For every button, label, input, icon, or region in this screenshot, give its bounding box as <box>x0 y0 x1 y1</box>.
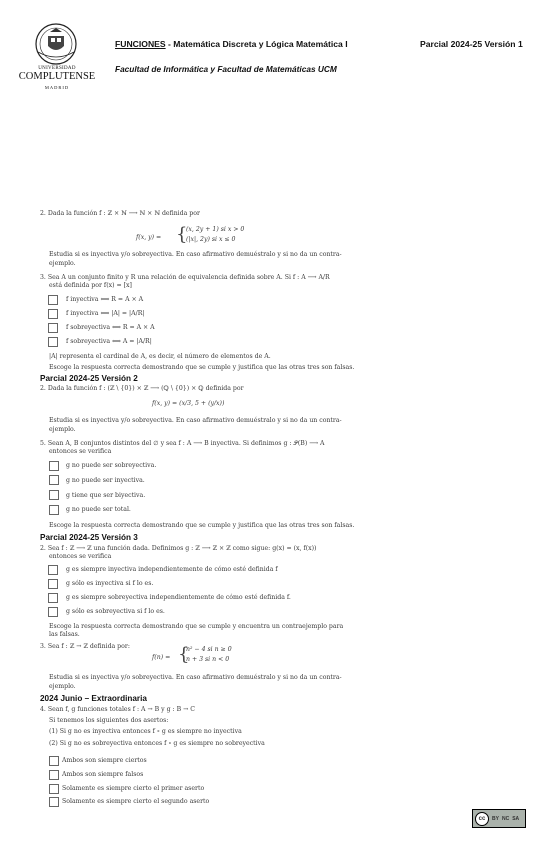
cc-icon: cc <box>475 812 489 826</box>
v3-choose-line2: las falsas. <box>49 631 80 638</box>
v3-option-3-checkbox[interactable] <box>48 593 58 603</box>
section-heading-junio: 2024 Junio – Extraordinaria <box>40 694 147 703</box>
v2-q2-study-line1: Estudia si es inyectiva y/o sobreyectiva. En caso afirmativo demuéstralo y si no da un contra- <box>49 417 342 424</box>
q2v1-lhs: f(x, y) = <box>136 234 162 241</box>
v2-option-2-label: g no puede ser inyectiva. <box>66 477 145 484</box>
title-rest: - Matemática Discreta y Lógica Matemática I <box>165 39 348 49</box>
junio-option-3-checkbox[interactable] <box>49 784 59 794</box>
license-by: BY <box>492 815 499 822</box>
junio-option-1-label: Ambos son siempre ciertos <box>62 757 147 764</box>
v3-q3-lhs: f(n) = <box>152 654 171 661</box>
q3v1-statement-line1: 3. Sea A un conjunto finito y R una relación de equivalencia definida sobre A. Si f : A ⟶ A/R <box>40 274 330 281</box>
q3v1-option-4-label: f sobreyectiva ⟺ A = |A/R| <box>66 338 152 345</box>
v3-option-3-label: g es siempre sobreyectiva independientemente de cómo esté definida f. <box>66 594 291 601</box>
q3v1-option-2-label: f inyectiva ⟺ |A| = |A/R| <box>66 310 145 317</box>
junio-option-3-label: Solamente es siempre cierto el primer aserto <box>62 785 205 792</box>
junio-assert-1: (1) Si g no es inyectiva entonces f ∘ g es siempre no inyectiva <box>49 728 242 735</box>
v3-q3-case1: n² − 4 si n ≥ 0 <box>186 646 232 653</box>
v3-q3-study-line1: Estudia si es inyectiva y/o sobreyectiva. En caso afirmativo demuéstralo y si no da un contra- <box>49 674 342 681</box>
logo-line-universidad: UNIVERSIDAD <box>38 66 76 71</box>
q2v1-brace: { <box>176 224 188 245</box>
junio-assert-2: (2) Si g no es sobreyectiva entonces f ∘ g es siempre no sobreyectiva <box>49 740 265 747</box>
junio-intro: Si tenemos los siguientes dos asertos: <box>49 717 169 724</box>
q3v1-option-4-checkbox[interactable] <box>48 337 58 347</box>
v3-option-2-label: g sólo es inyectiva si f lo es. <box>66 580 154 587</box>
v2-q2-study-line2: ejemplo. <box>49 426 76 433</box>
v2-q5-statement-line1: 5. Sean A, B conjuntos distintos del ∅ y sea f : A ⟶ B inyectiva. Si definimos g : 𝒫(B) ⟶ A <box>40 440 325 447</box>
q3v1-statement-line2: está definida por f(x) = [x] <box>49 282 132 289</box>
q3v1-option-3-checkbox[interactable] <box>48 323 58 333</box>
section-heading-v3: Parcial 2024-25 Versión 3 <box>40 533 138 542</box>
junio-statement: 4. Sean f, g funciones totales f : A → B y g : B → C <box>40 706 195 713</box>
university-crest-logo <box>20 22 92 66</box>
v2-option-4-label: g no puede ser total. <box>66 506 131 513</box>
section-heading-v2: Parcial 2024-25 Versión 2 <box>40 374 138 383</box>
q2v1-case2: (|x|, 2y) si x ≤ 0 <box>186 236 236 243</box>
v3-q2-statement-line2: entonces se verifica <box>49 553 112 560</box>
v2-q5-statement-line2: entonces se verifica <box>49 448 112 455</box>
v3-option-1-checkbox[interactable] <box>48 565 58 575</box>
v3-choose-line1: Escoge la respuesta correcta demostrando que se cumple y encuentra un contraejemplo para <box>49 623 344 630</box>
exam-version-label: Parcial 2024-25 Versión 1 <box>420 39 523 49</box>
v2-option-3-checkbox[interactable] <box>49 490 59 500</box>
junio-option-4-checkbox[interactable] <box>49 797 59 807</box>
faculty-subtitle: Facultad de Informática y Facultad de Matemáticas UCM <box>115 64 337 74</box>
license-nc: NC <box>501 815 510 822</box>
v3-q3-case2: n + 3 si n < 0 <box>186 656 230 663</box>
q3v1-option-3-label: f sobreyectiva ⟺ R = A × A <box>66 324 155 331</box>
q3v1-choose-instruction: Escoge la respuesta correcta demostrando que se cumple y justifica que las otras tres son falsas. <box>49 364 355 371</box>
cc-license-badge <box>472 809 526 828</box>
logo-line-madrid: MADRID <box>44 85 70 90</box>
license-sa: SA <box>512 815 520 822</box>
v3-q2-statement-line1: 2. Sea f : ℤ ⟶ ℤ una función dada. Definimos g : ℤ ⟶ ℤ × ℤ como sigue: g(x) = (x, f(x)) <box>40 545 317 552</box>
logo-line-complutense: COMPLUTENSE <box>18 71 96 82</box>
q2v1-case1: (x, 2y + 1) si x > 0 <box>186 226 245 233</box>
q3v1-option-1-label: f inyectiva ⟺ R = A × A <box>66 296 144 303</box>
junio-option-2-label: Ambos son siempre falsos <box>62 771 144 778</box>
v3-q3-study-line2: ejemplo. <box>49 683 76 690</box>
junio-option-1-checkbox[interactable] <box>49 756 59 766</box>
v2-option-3-label: g tiene que ser biyectiva. <box>66 492 146 499</box>
v2-q2-statement: 2. Dada la función f : (ℤ \ {0}) × ℤ ⟶ (ℚ \ {0}) × ℚ definida por <box>40 385 244 392</box>
title-main: FUNCIONES <box>115 39 166 49</box>
v2-option-1-checkbox[interactable] <box>49 461 59 471</box>
q3v1-option-1-checkbox[interactable] <box>48 295 58 305</box>
q2v1-study-line2: ejemplo. <box>49 260 76 267</box>
q3v1-cardinal-note: |A| representa el cardinal de A, es decir, el número de elementos de A. <box>49 353 271 360</box>
v3-option-1-label: g es siempre inyectiva independientemente de cómo esté definida f <box>66 566 278 573</box>
q3v1-option-2-checkbox[interactable] <box>48 309 58 319</box>
q2v1-statement: 2. Dada la función f : ℤ × ℕ ⟶ ℕ × ℕ definida por <box>40 210 200 217</box>
v3-q3-statement: 3. Sea f : ℤ → ℤ definida por: <box>40 643 130 650</box>
junio-option-4-label: Solamente es siempre cierto el segundo aserto <box>62 798 210 805</box>
v2-q2-formula: f(x, y) = (x/3, 5 + (y/x)) <box>152 400 225 407</box>
q2v1-study-line1: Estudia si es inyectiva y/o sobreyectiva. En caso afirmativo demuéstralo y si no da un contra- <box>49 251 342 258</box>
junio-option-2-checkbox[interactable] <box>49 770 59 780</box>
v3-option-2-checkbox[interactable] <box>48 579 58 589</box>
v3-option-4-checkbox[interactable] <box>48 607 58 617</box>
v3-q3-brace: { <box>178 644 190 665</box>
v2-option-2-checkbox[interactable] <box>49 475 59 485</box>
page-title <box>115 39 348 49</box>
v2-option-4-checkbox[interactable] <box>49 505 59 515</box>
v2-option-1-label: g no puede ser sobreyectiva. <box>66 462 157 469</box>
v3-option-4-label: g sólo es sobreyectiva si f lo es. <box>66 608 165 615</box>
v2-choose-instruction: Escoge la respuesta correcta demostrando que se cumple y justifica que las otras tres son falsas. <box>49 522 355 529</box>
